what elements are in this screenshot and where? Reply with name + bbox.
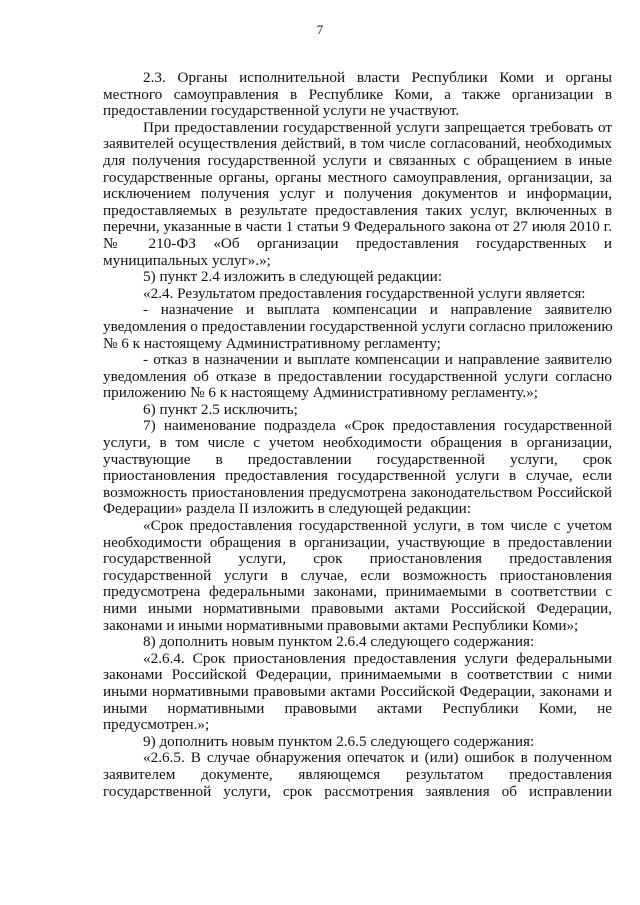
text-line: 2.3. Органы исполнительной власти Республики Коми и органы (143, 69, 612, 86)
text-line: местного самоуправления в Республике Коми, а также организации в (103, 85, 612, 103)
text-line: уведомления об отказе в предоставлении государственной услуги согласно (103, 367, 612, 385)
paragraph-2-4-a (103, 302, 612, 352)
paragraph-item-6 (103, 402, 612, 419)
text-line: иными нормативными правовыми актами Республики Коми, не (103, 699, 612, 717)
text-line: перечни, указанные в части 1 статьи 9 Федерального закона от 27 июля 2010 г. (103, 218, 612, 236)
text-line: заявителей осуществления действий, в том числе согласований, необходимых (103, 135, 612, 153)
text-line: При предоставлении государственной услуги запрещается требовать от (143, 118, 612, 136)
paragraph-item-8 (103, 634, 612, 651)
paragraph-item-5 (103, 269, 612, 286)
text-line: предоставляемых в результате предоставления таких услуг, включенных в (103, 201, 612, 219)
paragraph-2-6-5 (103, 750, 612, 800)
paragraph-item-7-quote (103, 518, 612, 634)
text-line: государственные органы, органы местного самоуправления, организации, за (103, 168, 612, 186)
text-line: предусмотрен.»; (103, 716, 210, 734)
paragraph-item-7 (103, 418, 612, 518)
text-line: иными нормативными правовыми актами Российской Федерации, законами и (103, 682, 612, 700)
text-line: государственной услуги, срок приостановления предоставления (103, 550, 612, 568)
text-line: 8) дополнить новым пунктом 2.6.4 следующего содержания: (143, 633, 535, 651)
text-line: «2.4. Результатом предоставления государственной услуги является: (143, 284, 586, 302)
text-line: необходимости обращения в организации, участвующие в предоставлении (103, 533, 612, 551)
text-line: № 6 к настоящему Административному регламенту; (103, 334, 441, 352)
paragraph-2-3 (103, 70, 612, 120)
text-line: Федерации» раздела II изложить в следующей редакции: (103, 500, 472, 518)
paragraph-prohibition (103, 120, 612, 269)
text-line: - отказ в назначении и выплате компенсации и направление заявителю (143, 351, 612, 369)
text-line: для получения государственной услуги и связанных с обращением в иные (103, 151, 612, 169)
text-line: «2.6.5. В случае обнаружения опечаток и (или) ошибок в полученном (143, 749, 612, 767)
text-line: 5) пункт 2.4 изложить в следующей редакции: (143, 268, 443, 286)
text-line: исключением получения услуг и получения документов и информации, (103, 185, 612, 203)
document-body (103, 70, 612, 800)
paragraph-item-9 (103, 734, 612, 751)
text-line: - назначение и выплата компенсации и направление заявителю (143, 301, 612, 319)
text-line: государственной услуги, срок рассмотрения заявления об исправлении (103, 782, 612, 800)
paragraph-2-4 (103, 286, 612, 303)
paragraph-2-4-b (103, 352, 612, 402)
text-line: предусмотрена федеральными законами, принимаемыми в соответствии с (103, 583, 612, 601)
text-line: уведомления о предоставлении государственной услуги согласно приложению (103, 317, 613, 335)
text-line: «Срок предоставления государственной услуги, в том числе с учетом (143, 517, 612, 535)
text-line: законами Российской Федерации, принимаемыми в соответствии с ними (103, 666, 612, 684)
paragraph-2-6-4 (103, 651, 612, 734)
text-line: услуги, в том числе с учетом необходимости обращения в организации, (103, 434, 612, 452)
page-number: 7 (316, 22, 324, 37)
text-line: приостановления предоставления государственной услуги в случае, если (103, 467, 612, 485)
text-line: заявителем документе, являющемся результатом предоставления (103, 765, 612, 783)
text-line: участвующие в предоставлении государственной услуги, срок (103, 450, 612, 468)
text-line: предоставлении государственной услуги не участвуют. (103, 102, 460, 120)
text-line: законами и иными нормативными правовыми актами Республики Коми»; (103, 616, 579, 634)
text-line: № 210-ФЗ «Об организации предоставления государственных и (103, 234, 612, 252)
text-line: муниципальных услуг».»; (103, 251, 271, 269)
text-line: «2.6.4. Срок приостановления предоставления услуги федеральными (143, 649, 612, 667)
text-line: возможность приостановления предусмотрена законодательством Российской (103, 483, 612, 501)
text-line: государственной услуги в случае, если возможность приостановления (103, 566, 612, 584)
text-line: 7) наименование подраздела «Срок предоставления государственной (143, 417, 612, 435)
text-line: 9) дополнить новым пунктом 2.6.5 следующего содержания: (143, 732, 535, 750)
text-line: приложению № 6 к настоящему Административному регламенту.»; (103, 384, 538, 402)
text-line: ними иными нормативными правовыми актами Российской Федерации, (103, 600, 612, 617)
text-line: 6) пункт 2.5 исключить; (143, 400, 298, 418)
